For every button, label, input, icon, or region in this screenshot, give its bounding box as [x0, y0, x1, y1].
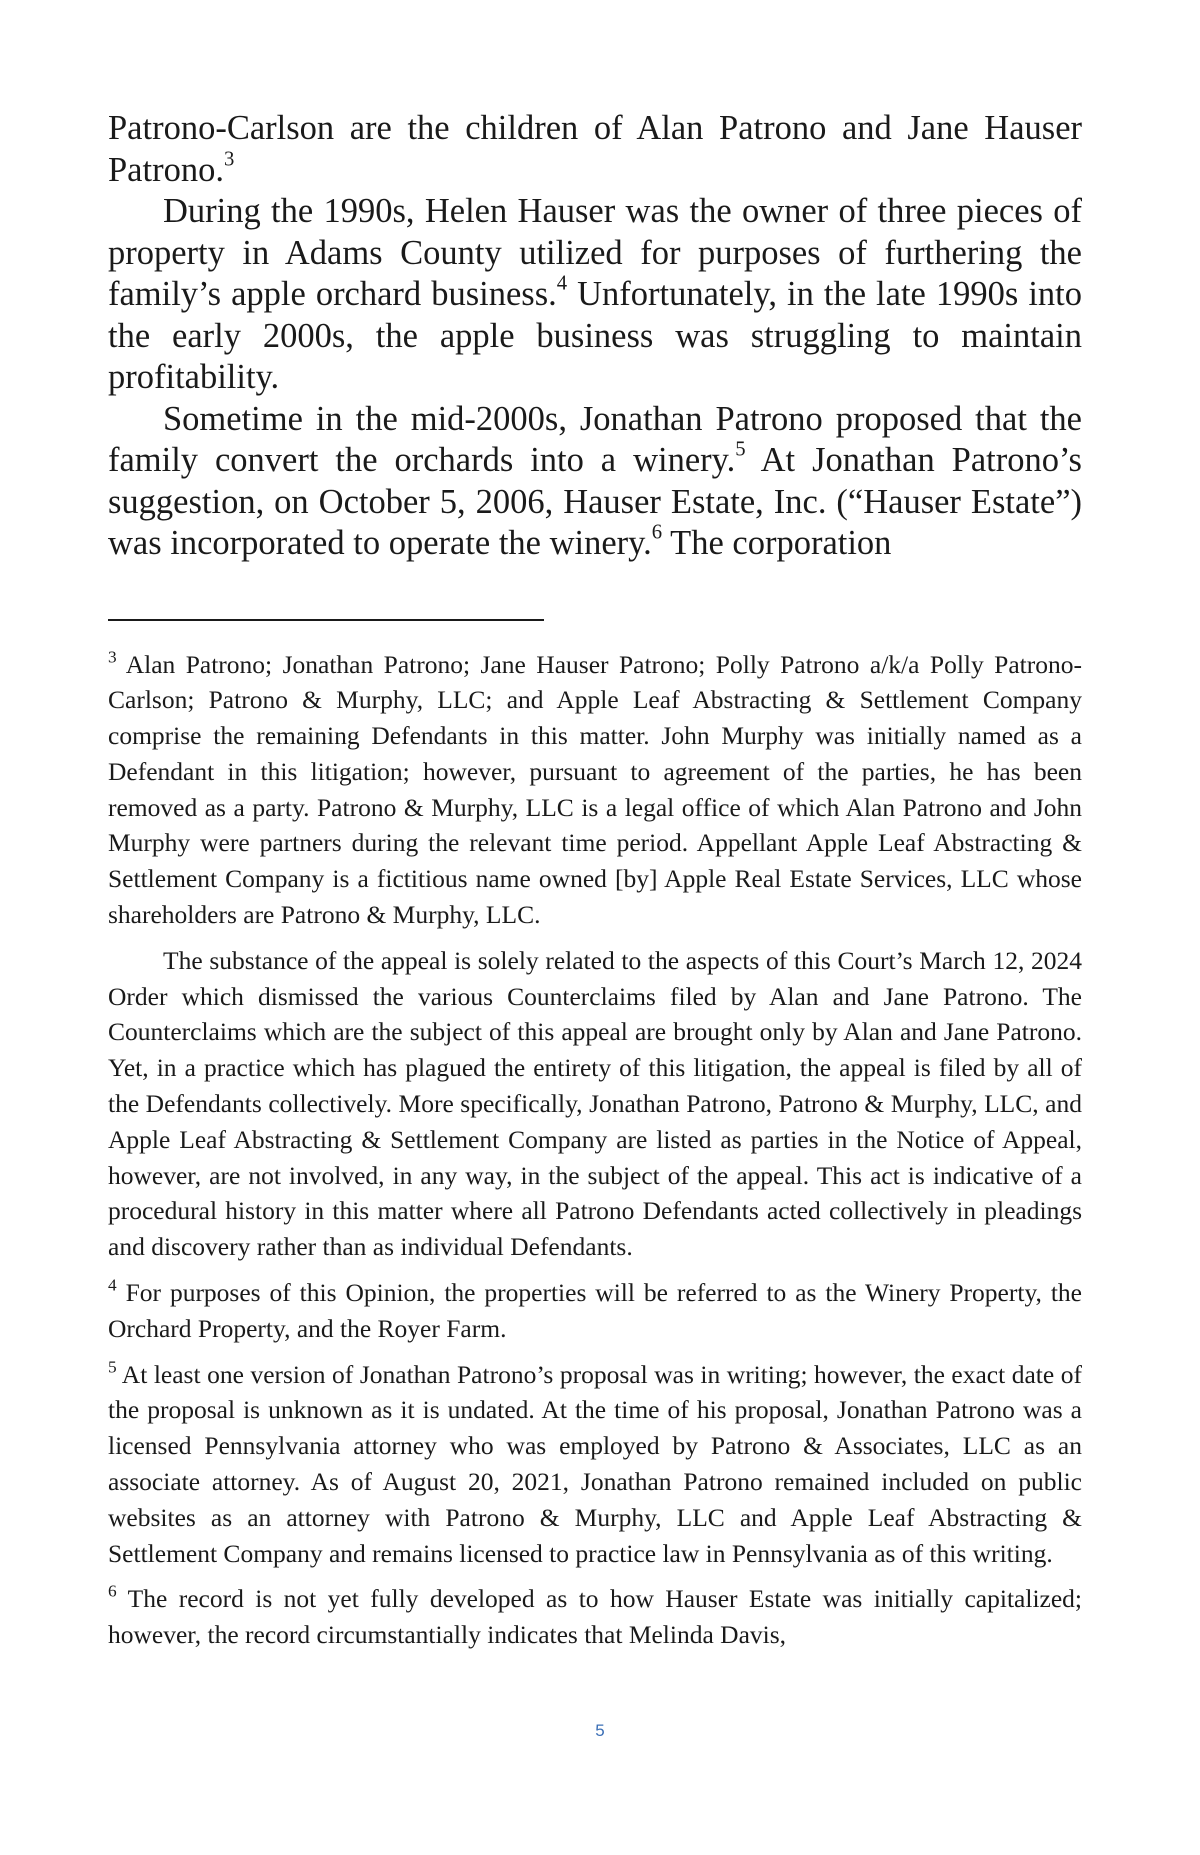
body-paragraph-3-text-b: At Jonathan Patrono’s suggestion, on October 5, 2006, Hauser Estate, Inc. (“Hauser Estate”) was incorporated to operate the winery.	[108, 441, 1082, 562]
body-paragraph-3	[108, 399, 1082, 565]
footnote-6	[108, 1581, 1082, 1653]
body-paragraph-3-text-c: The corporation	[662, 524, 892, 562]
footnote-4	[108, 1275, 1082, 1347]
body-paragraph-2	[108, 191, 1082, 399]
body-paragraph-1	[108, 108, 1082, 191]
footnote-5-number: 5	[108, 1356, 117, 1376]
footnote-6-text: The record is not yet fully developed as to how Hauser Estate was initially capitalized; however, the record circumstantially indicates that Melinda Davis,	[108, 1584, 1082, 1650]
footnote-5-text: At least one version of Jonathan Patrono’s proposal was in writing; however, the exact date of the proposal is unknown as it is undated. At the time of his proposal, Jonathan Patrono was a licensed Pennsylvania attorney who was employed by Patrono & Associates, LLC as an associate attorney. As of August 20, 2021, Jonathan Patrono remained included on public websites as an attorney with Patrono & Murphy, LLC and Apple Leaf Abstracting & Settlement Company and remains licensed to practice law in Pennsylvania as of this writing.	[108, 1359, 1082, 1568]
footnote-ref-5: 5	[735, 438, 746, 461]
body-text	[108, 108, 1082, 565]
footnote-3	[108, 647, 1082, 933]
body-paragraph-1-text: Patrono-Carlson are the children of Alan Patrono and Jane Hauser Patrono.	[108, 109, 1082, 189]
footnote-divider	[108, 619, 544, 621]
page-number: 5	[595, 1721, 605, 1740]
body-paragraph-2-text-a: During the 1990s, Helen Hauser was the owner of three pieces of property in Adams County utilized for purposes of furthering the family’s apple orchard business.	[108, 192, 1082, 313]
body-paragraph-3-text-a: Sometime in the mid-2000s, Jonathan Patrono proposed that the family convert the orchards into a winery.	[108, 399, 1082, 479]
footnote-4-text: For purposes of this Opinion, the properties will be referred to as the Winery Property, the Orchard Property, and the Royer Farm.	[108, 1278, 1082, 1343]
footnote-ref-3: 3	[223, 147, 235, 170]
footnote-3-number: 3	[108, 646, 117, 666]
footnote-ref-6: 6	[651, 521, 663, 544]
body-paragraph-2-text-b: Unfortunately, in the late 1990s into the early 2000s, the apple business was struggling to maintain profitability.	[108, 275, 1082, 396]
document-page	[108, 108, 1082, 1653]
footnote-3-continuation: The substance of the appeal is solely related to the aspects of this Court’s March 12, 2024 Order which dismissed the various Counterclaims filed by Alan and Jane Patrono. The Counterclaims which are the subject of this appeal are brought only by Alan and Jane Patrono. Yet, in a practice which has plagued the entirety of this litigation, the appeal is filed by all of the Defendants collectively. More specifically, Jonathan Patrono, Patrono & Murphy, LLC, and Apple Leaf Abstracting & Settlement Company are listed as parties in the Notice of Appeal, however, are not involved, in any way, in the subject of the appeal. This act is indicative of a procedural history in this matter where all Patrono Defendants acted collectively in pleadings and discovery rather than as individual Defendants.	[108, 945, 1082, 1262]
footnote-4-number: 4	[108, 1275, 117, 1295]
footnote-6-number: 6	[108, 1581, 117, 1601]
footnote-3-text: Alan Patrono; Jonathan Patrono; Jane Hauser Patrono; Polly Patrono a/k/a Polly Patrono-Carlson; Patrono & Murphy, LLC; and Apple Leaf Abstracting & Settlement Company comprise the remaining Defendants in this matter. John Murphy was initially named as a Defendant in this litigation; however, pursuant to agreement of the parties, he has been removed as a party. Patrono & Murphy, LLC is a legal office of which Alan Patrono and John Murphy were partners during the relevant time period. Appellant Apple Leaf Abstracting & Settlement Company is a fictitious name owned [by] Apple Real Estate Services, LLC whose shareholders are Patrono & Murphy, LLC.	[108, 649, 1082, 930]
footnotes	[108, 647, 1082, 1654]
footnote-ref-4: 4	[556, 272, 568, 295]
footnote-5	[108, 1357, 1082, 1572]
